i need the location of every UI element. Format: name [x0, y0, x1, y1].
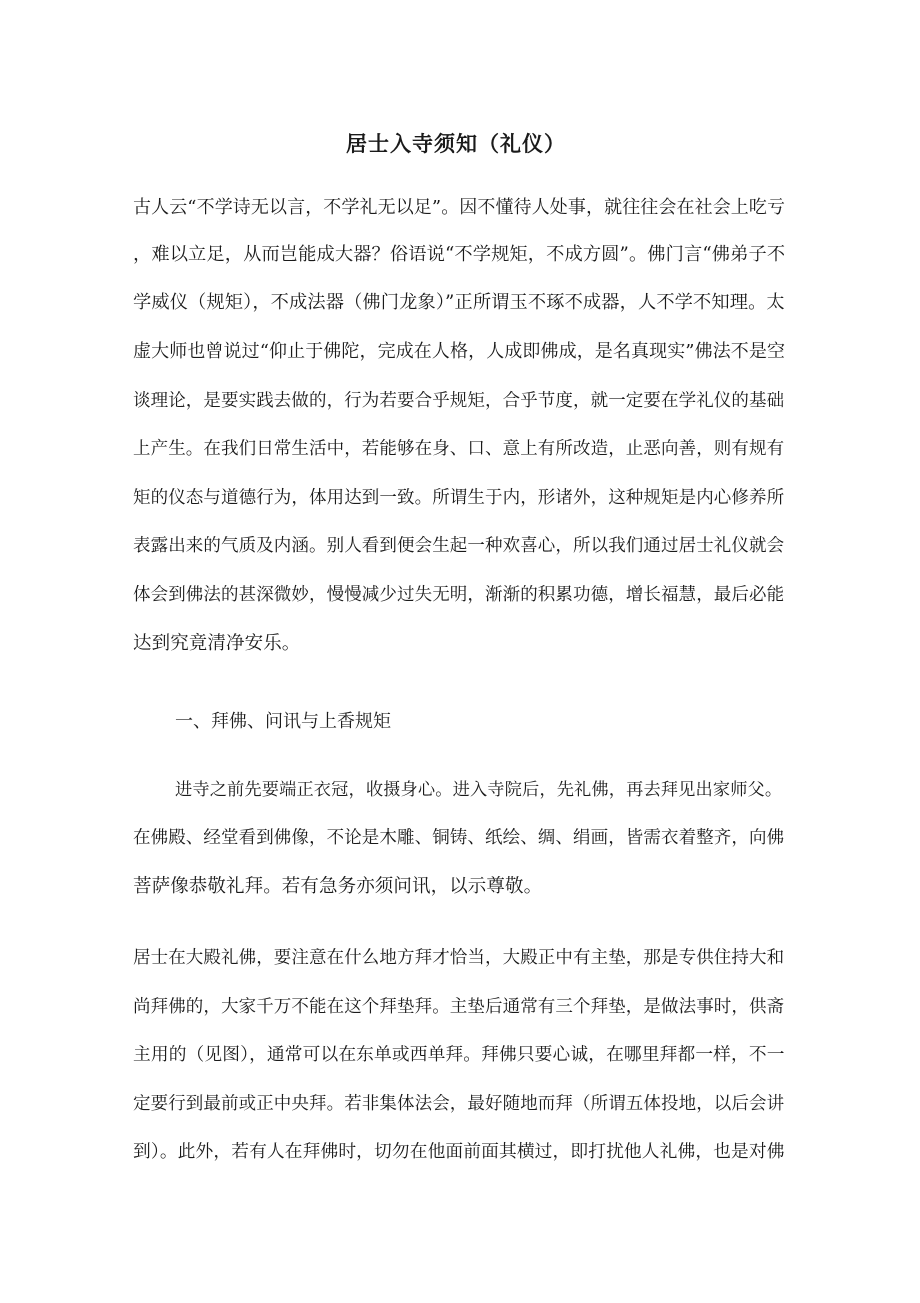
paragraph-line: 菩萨像恭敬礼拜。若有急务亦须问讯，以示尊敬。 [133, 876, 543, 897]
intro-line: 上产生。在我们日常生活中，若能够在身、口、意上有所改造，止恶向善，则有规有 [133, 439, 785, 459]
paragraph-line: 尚拜佛的，大家千万不能在这个拜垫拜。主垫后通常有三个拜垫，是做法事时，供斋 [133, 997, 785, 1017]
intro-line: 学威仪（规矩），不成法器（佛门龙象）”正所谓玉不琢不成器，人不学不知理。太 [133, 292, 785, 313]
paragraph-line: 到）。此外，若有人在拜佛时，切勿在他面前面其横过，即打扰他人礼佛，也是对佛 [133, 1142, 785, 1162]
intro-line: 古人云“不学诗无以言，不学礼无以足”。因不懂待人处事，就往往会在社会上吃亏 [133, 197, 786, 218]
intro-line: 虚大师也曾说过“仰止于佛陀，完成在人格，人成即佛成，是名真现实”佛法不是空 [133, 341, 786, 362]
paragraph-line: 定要行到最前或正中央拜。若非集体法会，最好随地而拜（所谓五体投地，以后会讲 [133, 1094, 785, 1114]
paragraph-line: 在佛殿、经堂看到佛像，不论是木雕、铜铸、纸绘、绸、绢画，皆需衣着整齐，向佛 [133, 828, 785, 848]
intro-line: 矩的仪态与道德行为，体用达到一致。所谓生于内，形诸外，这种规矩是内心修养所 [133, 488, 785, 508]
intro-line: 谈理论，是要实践去做的，行为若要合乎规矩，合乎节度，就一定要在学礼仪的基础 [133, 391, 785, 411]
paragraph-line: 进寺之前先要端正衣冠，收摄身心。进入寺院后，先礼佛，再去拜见出家师父。 [175, 780, 783, 800]
intro-line: ，难以立足，从而岂能成大器？俗语说“不学规矩，不成方圆”。佛门言“佛弟子不 [133, 244, 786, 265]
paragraph-line: 主用的（见图），通常可以在东单或西单拜。拜佛只要心诚，在哪里拜都一样，不一 [133, 1045, 785, 1065]
paragraph-line: 居士在大殿礼佛，要注意在什么地方拜才恰当，大殿正中有主垫，那是专供住持大和 [133, 948, 785, 968]
document-title: 居士入寺须知（礼仪） [346, 131, 566, 156]
section-heading: 一、拜佛、问讯与上香规矩 [175, 711, 391, 732]
intro-line: 体会到佛法的甚深微妙，慢慢减少过失无明，渐渐的积累功德，增长福慧，最后必能 [133, 585, 785, 605]
intro-line: 达到究竟清净安乐。 [133, 633, 301, 654]
intro-line: 表露出来的气质及内涵。别人看到便会生起一种欢喜心，所以我们通过居士礼仪就会 [133, 536, 785, 556]
